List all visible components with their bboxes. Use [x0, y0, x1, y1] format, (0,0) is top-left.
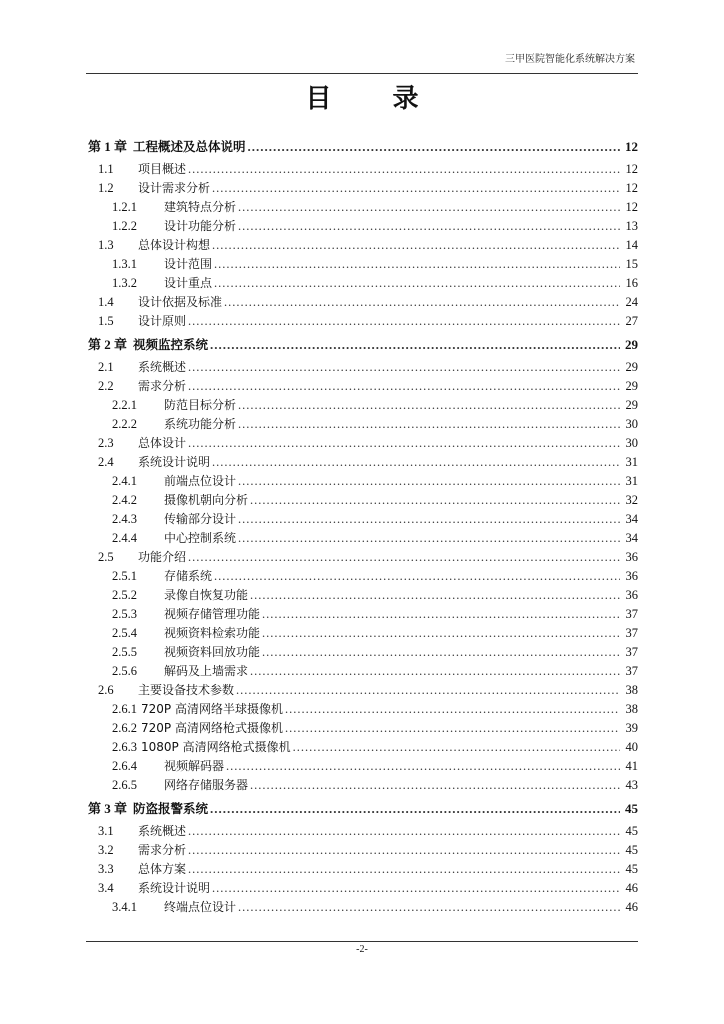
toc-entry-label: 存储系统 — [164, 569, 213, 583]
toc-leader-dots — [238, 898, 620, 917]
toc-entry[interactable] — [88, 757, 638, 776]
toc-entry-page: 29 — [625, 398, 638, 412]
toc-entry-page: 30 — [625, 417, 638, 431]
toc-entry[interactable] — [88, 434, 638, 453]
toc-entry[interactable] — [88, 236, 638, 255]
toc-entry-number: 2.6.1 — [112, 702, 137, 716]
toc-entry-number: 2.5.3 — [112, 607, 137, 621]
toc-entry-label: 系统功能分析 — [164, 417, 237, 431]
toc-entry-number: 2.4.2 — [112, 493, 137, 507]
toc-entry[interactable] — [88, 312, 638, 331]
toc-chapter-entry[interactable] — [88, 331, 638, 358]
toc-entry[interactable] — [88, 274, 638, 293]
page-number: -2- — [356, 944, 368, 955]
toc-entry[interactable] — [88, 160, 638, 179]
toc-entry-page: 12 — [625, 162, 638, 176]
toc-entry-number: 2.6 — [98, 683, 114, 697]
toc-chapter-entry[interactable] — [88, 133, 638, 160]
toc-leader-dots — [238, 510, 620, 529]
toc-entry-label: 视频资料检索功能 — [164, 626, 261, 640]
toc-entry-page: 36 — [625, 550, 638, 564]
toc-entry-number: 1.3.2 — [112, 276, 137, 290]
toc-entry-number: 2.5.5 — [112, 645, 137, 659]
toc-leader-dots — [224, 293, 620, 312]
toc-entry-label: 主要设备技术参数 — [138, 683, 235, 697]
toc-leader-dots — [214, 255, 620, 274]
toc-entry-label: 传输部分设计 — [164, 512, 237, 526]
footer-divider — [86, 941, 638, 942]
toc-entry-number: 1.3 — [98, 238, 114, 252]
toc-entry-number: 1.2 — [98, 181, 114, 195]
toc-entry[interactable] — [88, 586, 638, 605]
toc-entry-label: 720P 高清网络半球摄像机 — [141, 702, 283, 716]
toc-leader-dots — [212, 879, 620, 898]
toc-leader-dots — [262, 624, 620, 643]
toc-leader-dots — [212, 179, 620, 198]
toc-leader-dots — [250, 776, 620, 795]
toc-leader-dots — [188, 312, 620, 331]
toc-entry[interactable] — [88, 529, 638, 548]
toc-entry-label: 工程概述及总体说明 — [133, 139, 246, 154]
toc-entry-page: 16 — [625, 276, 638, 290]
toc-entry-page: 36 — [625, 569, 638, 583]
toc-leader-dots — [250, 491, 620, 510]
toc-entry-page: 12 — [625, 181, 638, 195]
toc-entry-label: 摄像机朝向分析 — [164, 493, 249, 507]
toc-entry-label: 解码及上墙需求 — [164, 664, 249, 678]
toc-entry-number: 2.4.3 — [112, 512, 137, 526]
toc-entry[interactable] — [88, 860, 638, 879]
toc-entry[interactable] — [88, 567, 638, 586]
toc-entry-number: 2.5.6 — [112, 664, 137, 678]
toc-entry-label: 设计范围 — [164, 257, 213, 271]
toc-entry-label: 视频监控系统 — [133, 337, 209, 352]
toc-entry-label: 系统设计说明 — [138, 881, 211, 895]
toc-entry-page: 37 — [625, 645, 638, 659]
toc-leader-dots — [188, 822, 620, 841]
toc-entry-number: 1.1 — [98, 162, 114, 176]
toc-entry-page: 31 — [625, 474, 638, 488]
toc-entry-number: 第 1 章 — [88, 139, 128, 154]
toc-entry-number: 2.4.1 — [112, 474, 137, 488]
toc-leader-dots — [214, 274, 620, 293]
toc-entry-number: 1.4 — [98, 295, 114, 309]
toc-entry[interactable] — [88, 548, 638, 567]
toc-entry[interactable] — [88, 719, 638, 738]
toc-leader-dots — [188, 358, 620, 377]
toc-entry-number: 2.4 — [98, 455, 114, 469]
toc-entry[interactable] — [88, 491, 638, 510]
toc-entry-label: 总体方案 — [138, 862, 187, 876]
toc-entry[interactable] — [88, 453, 638, 472]
toc-title: 目 录 — [305, 84, 445, 114]
toc-entry-label: 系统概述 — [138, 824, 187, 838]
toc-entry-page: 36 — [625, 588, 638, 602]
toc-entry-label: 设计需求分析 — [138, 181, 211, 195]
toc-entry[interactable] — [88, 776, 638, 795]
toc-entry-page: 12 — [625, 200, 638, 214]
toc-entry-page: 46 — [625, 900, 638, 914]
toc-entry-number: 2.2.1 — [112, 398, 137, 412]
header-divider — [86, 73, 638, 74]
toc-leader-dots — [238, 198, 620, 217]
toc-entry[interactable] — [88, 898, 638, 917]
toc-entry[interactable] — [88, 841, 638, 860]
toc-entry-number: 3.4 — [98, 881, 114, 895]
toc-entry-label: 录像自恢复功能 — [164, 588, 249, 602]
toc-entry-number: 2.6.4 — [112, 759, 137, 773]
toc-entry-label: 设计功能分析 — [164, 219, 237, 233]
toc-entry-number: 2.6.3 — [112, 740, 137, 754]
toc-entry[interactable] — [88, 415, 638, 434]
toc-entry-page: 38 — [625, 702, 638, 716]
toc-entry[interactable] — [88, 510, 638, 529]
toc-entry-label: 设计依据及标准 — [138, 295, 223, 309]
toc-entry-label: 总体设计构想 — [138, 238, 211, 252]
toc-entry-page: 29 — [625, 337, 638, 352]
toc-entry-number: 3.2 — [98, 843, 114, 857]
toc-leader-dots — [226, 757, 620, 776]
toc-entry-label: 需求分析 — [138, 843, 187, 857]
toc-entry[interactable] — [88, 822, 638, 841]
toc-entry-label: 前端点位设计 — [164, 474, 237, 488]
toc-entry-number: 1.2.2 — [112, 219, 137, 233]
toc-entry-number: 2.5.2 — [112, 588, 137, 602]
toc-entry[interactable] — [88, 358, 638, 377]
toc-leader-dots — [210, 795, 620, 822]
toc-entry-number: 2.4.4 — [112, 531, 137, 545]
toc-chapter-entry[interactable] — [88, 795, 638, 822]
toc-leader-dots — [238, 529, 620, 548]
toc-entry-label: 720P 高清网络枪式摄像机 — [141, 721, 283, 735]
toc-entry-page: 38 — [625, 683, 638, 697]
toc-entry[interactable] — [88, 293, 638, 312]
toc-entry-page: 29 — [625, 379, 638, 393]
toc-entry-page: 34 — [625, 531, 638, 545]
table-of-contents — [88, 133, 638, 917]
toc-entry-number: 2.5 — [98, 550, 114, 564]
toc-entry-number: 2.5.1 — [112, 569, 137, 583]
toc-entry[interactable] — [88, 198, 638, 217]
toc-leader-dots — [238, 217, 620, 236]
toc-entry-page: 37 — [625, 664, 638, 678]
toc-entry-label: 设计重点 — [164, 276, 213, 290]
toc-entry-number: 2.2.2 — [112, 417, 137, 431]
toc-entry-page: 32 — [625, 493, 638, 507]
toc-entry-label: 视频存储管理功能 — [164, 607, 261, 621]
toc-leader-dots — [188, 160, 620, 179]
toc-leader-dots — [293, 738, 620, 757]
toc-entry[interactable] — [88, 738, 638, 757]
toc-entry[interactable] — [88, 179, 638, 198]
toc-entry-number: 3.3 — [98, 862, 114, 876]
toc-entry-page: 39 — [625, 721, 638, 735]
toc-entry-page: 37 — [625, 626, 638, 640]
toc-leader-dots — [262, 605, 620, 624]
toc-entry-page: 40 — [625, 740, 638, 754]
toc-entry-label: 需求分析 — [138, 379, 187, 393]
toc-entry-number: 3.4.1 — [112, 900, 137, 914]
toc-entry[interactable] — [88, 662, 638, 681]
toc-entry-label: 中心控制系统 — [164, 531, 237, 545]
toc-entry-number: 2.1 — [98, 360, 114, 374]
toc-entry-number: 第 2 章 — [88, 337, 128, 352]
toc-entry-number: 2.5.4 — [112, 626, 137, 640]
toc-entry[interactable] — [88, 605, 638, 624]
toc-leader-dots — [210, 331, 620, 358]
toc-entry-label: 视频解码器 — [164, 759, 225, 773]
toc-entry[interactable] — [88, 377, 638, 396]
toc-entry-label: 网络存储服务器 — [164, 778, 249, 792]
toc-leader-dots — [236, 681, 620, 700]
toc-entry-number: 3.1 — [98, 824, 114, 838]
toc-leader-dots — [285, 719, 620, 738]
toc-entry-page: 45 — [625, 824, 638, 838]
toc-entry-label: 设计原则 — [138, 314, 187, 328]
toc-entry-number: 2.2 — [98, 379, 114, 393]
toc-leader-dots — [212, 236, 620, 255]
toc-entry-number: 1.5 — [98, 314, 114, 328]
toc-leader-dots — [188, 841, 620, 860]
toc-entry-number: 1.2.1 — [112, 200, 137, 214]
toc-entry[interactable] — [88, 700, 638, 719]
toc-entry-number: 第 3 章 — [88, 801, 128, 816]
toc-leader-dots — [285, 700, 620, 719]
toc-entry-page: 34 — [625, 512, 638, 526]
toc-leader-dots — [188, 548, 620, 567]
toc-entry-number: 2.3 — [98, 436, 114, 450]
toc-entry-page: 29 — [625, 360, 638, 374]
toc-entry[interactable] — [88, 681, 638, 700]
toc-entry-page: 41 — [625, 759, 638, 773]
toc-entry[interactable] — [88, 217, 638, 236]
toc-entry-number: 2.6.5 — [112, 778, 137, 792]
toc-entry-page: 45 — [625, 862, 638, 876]
toc-entry-label: 视频资料回放功能 — [164, 645, 261, 659]
toc-entry[interactable] — [88, 643, 638, 662]
toc-entry-page: 14 — [625, 238, 638, 252]
toc-leader-dots — [188, 377, 620, 396]
toc-entry[interactable] — [88, 396, 638, 415]
toc-leader-dots — [250, 586, 620, 605]
toc-entry[interactable] — [88, 255, 638, 274]
toc-leader-dots — [250, 662, 620, 681]
toc-leader-dots — [238, 472, 620, 491]
toc-entry-page: 46 — [625, 881, 638, 895]
toc-entry-number: 2.6.2 — [112, 721, 137, 735]
toc-leader-dots — [262, 643, 620, 662]
toc-entry-page: 37 — [625, 607, 638, 621]
toc-entry-page: 31 — [625, 455, 638, 469]
toc-leader-dots — [238, 396, 620, 415]
toc-entry-label: 1080P 高清网络枪式摄像机 — [141, 740, 291, 754]
toc-entry-page: 13 — [625, 219, 638, 233]
toc-leader-dots — [212, 453, 620, 472]
toc-entry-page: 45 — [625, 801, 638, 816]
toc-entry-label: 功能介绍 — [138, 550, 187, 564]
toc-entry-number: 1.3.1 — [112, 257, 137, 271]
page-header: 三甲医院智能化系统解决方案 — [505, 54, 635, 65]
toc-entry[interactable] — [88, 879, 638, 898]
toc-entry-label: 防盗报警系统 — [133, 801, 209, 816]
toc-entry-page: 43 — [625, 778, 638, 792]
toc-leader-dots — [214, 567, 620, 586]
toc-entry-label: 终端点位设计 — [164, 900, 237, 914]
toc-entry-label: 项目概述 — [138, 162, 187, 176]
toc-leader-dots — [238, 415, 620, 434]
toc-entry[interactable] — [88, 472, 638, 491]
toc-entry-page: 30 — [625, 436, 638, 450]
toc-entry-label: 防范目标分析 — [164, 398, 237, 412]
toc-entry-label: 建筑特点分析 — [164, 200, 237, 214]
toc-entry-label: 总体设计 — [138, 436, 187, 450]
toc-entry-page: 27 — [625, 314, 638, 328]
toc-entry-page: 45 — [625, 843, 638, 857]
toc-entry-label: 系统设计说明 — [138, 455, 211, 469]
toc-entry-page: 24 — [625, 295, 638, 309]
toc-leader-dots — [248, 133, 620, 160]
toc-entry-page: 12 — [625, 139, 638, 154]
toc-entry[interactable] — [88, 624, 638, 643]
toc-entry-page: 15 — [625, 257, 638, 271]
toc-leader-dots — [188, 860, 620, 879]
toc-entry-label: 系统概述 — [138, 360, 187, 374]
toc-leader-dots — [188, 434, 620, 453]
